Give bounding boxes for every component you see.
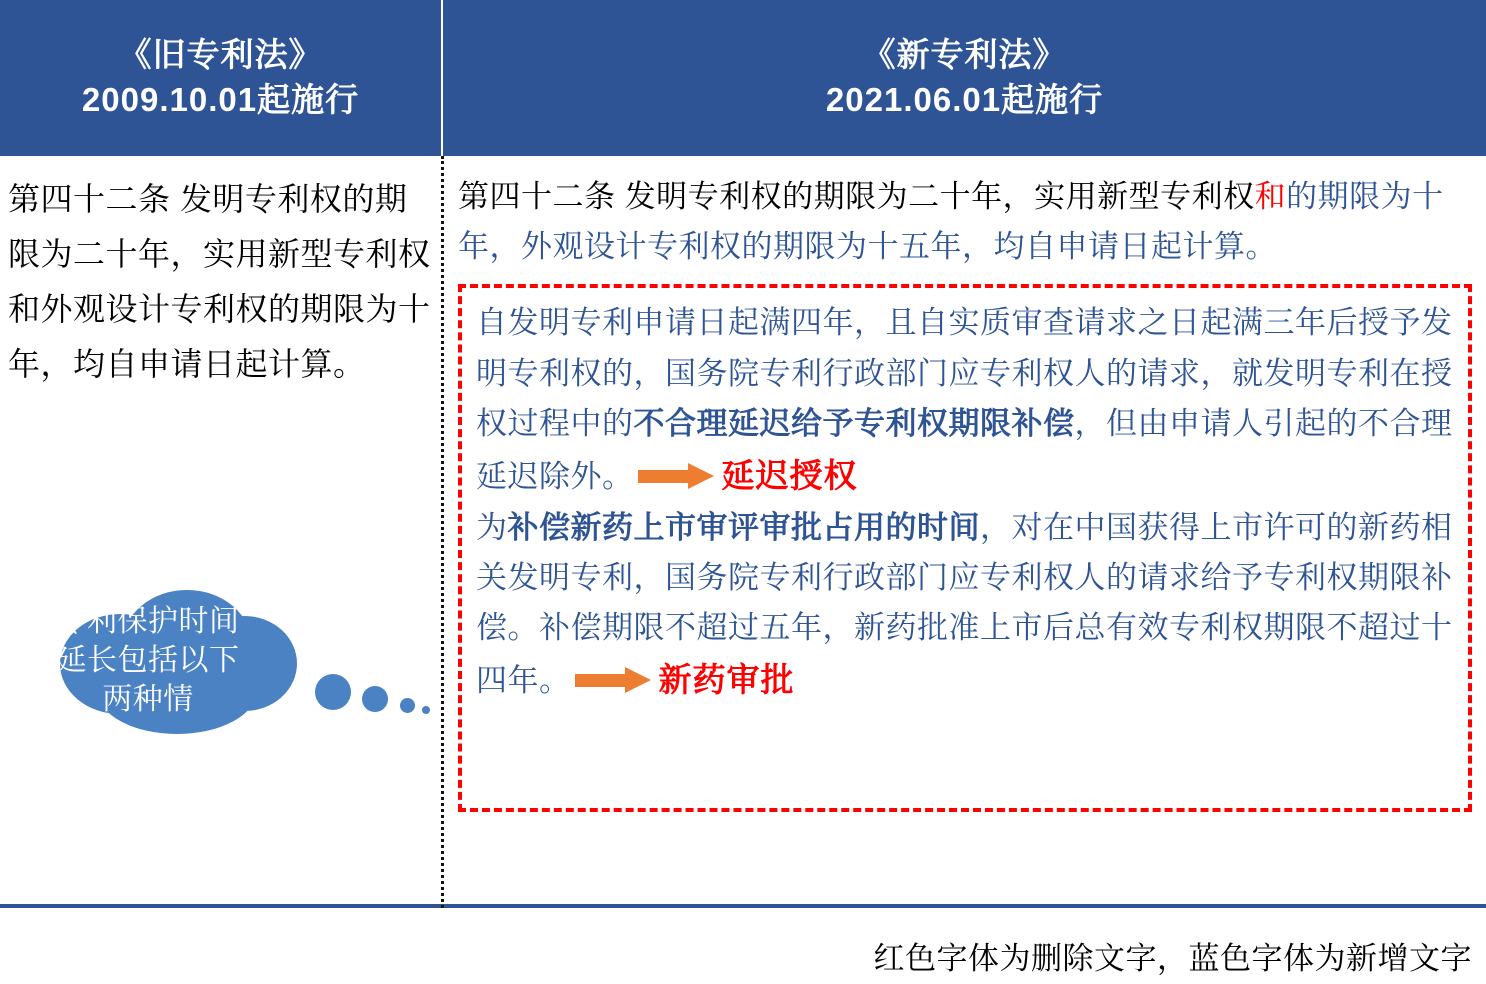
new-law-paragraph-1 [458, 172, 1472, 272]
new-law-p2-part1: 自发明专利申请日起满四年，且自实质审查请求之日起满三年后授予发明专利权的，国务院专利行政部门应专利权人的请求，就发明专利在授权过程中的 [476, 305, 1453, 441]
old-law-article-text: 第四十二条 发明专利权的期限为二十年，实用新型专利权和外观设计专利权的期限为十年，均自申请日起计算。 [8, 181, 431, 383]
cloud-dot-4 [422, 706, 430, 714]
new-law-p1-deleted-text: 和 [1254, 179, 1287, 214]
new-law-p3-part1: 为 [476, 509, 508, 545]
new-law-title: 《新专利法》 [862, 36, 1067, 74]
new-law-p2-bold: 不合理延迟给予专利权期限补偿 [633, 405, 1075, 441]
thought-cloud [22, 574, 442, 774]
tag-new-drug-approval: 新药审批 [658, 661, 795, 699]
cloud-dot-1 [315, 674, 351, 710]
header-cell-old-law [0, 0, 443, 156]
cloud-dot-2 [362, 686, 388, 712]
new-law-p1-part2: 的期限为十年，外观设计专利权的期限为十五年，均自申请日起计算。 [458, 179, 1444, 265]
table-body-row [0, 156, 1486, 908]
new-law-p3-part2: ，对在中国获得上市许可的新药相关发明专利，国务院专利行政部门应专利权人的请求给予专利权期限补偿。补偿期限不超过五年，新药批准上市后总有效专利权期限不超过十四年。 [476, 509, 1453, 699]
cloud-dot-3 [400, 698, 415, 713]
old-law-title: 《旧专利法》 [118, 36, 323, 74]
highlight-box [458, 284, 1472, 812]
legend-note: 红色字体为删除文字，蓝色字体为新增文字 [873, 941, 1472, 976]
new-law-p1-part1: 第四十二条 发明专利权的期限为二十年，实用新型专利权 [458, 179, 1255, 214]
new-law-paragraph-3 [476, 503, 1456, 707]
arrow-right-icon [638, 465, 716, 487]
arrow-right-icon-2 [575, 669, 653, 691]
table-header-row [0, 0, 1486, 156]
old-law-column [0, 156, 441, 904]
new-law-column [444, 156, 1484, 904]
new-law-paragraph-2 [476, 298, 1456, 502]
new-law-p2-part2: ，但由申请人引起的不合理延迟除外。 [476, 405, 1453, 495]
cloud-text: 专利保护时间延长包括以下两种情 [56, 605, 240, 716]
header-cell-new-law [443, 0, 1486, 156]
tag-delayed-grant: 延迟授权 [721, 457, 858, 495]
new-law-effective-date: 2021.06.01起施行 [825, 81, 1104, 118]
new-law-p3-bold: 补偿新药上市审评审批占用的时间 [507, 509, 980, 545]
old-law-effective-date: 2009.10.01起施行 [81, 81, 360, 118]
